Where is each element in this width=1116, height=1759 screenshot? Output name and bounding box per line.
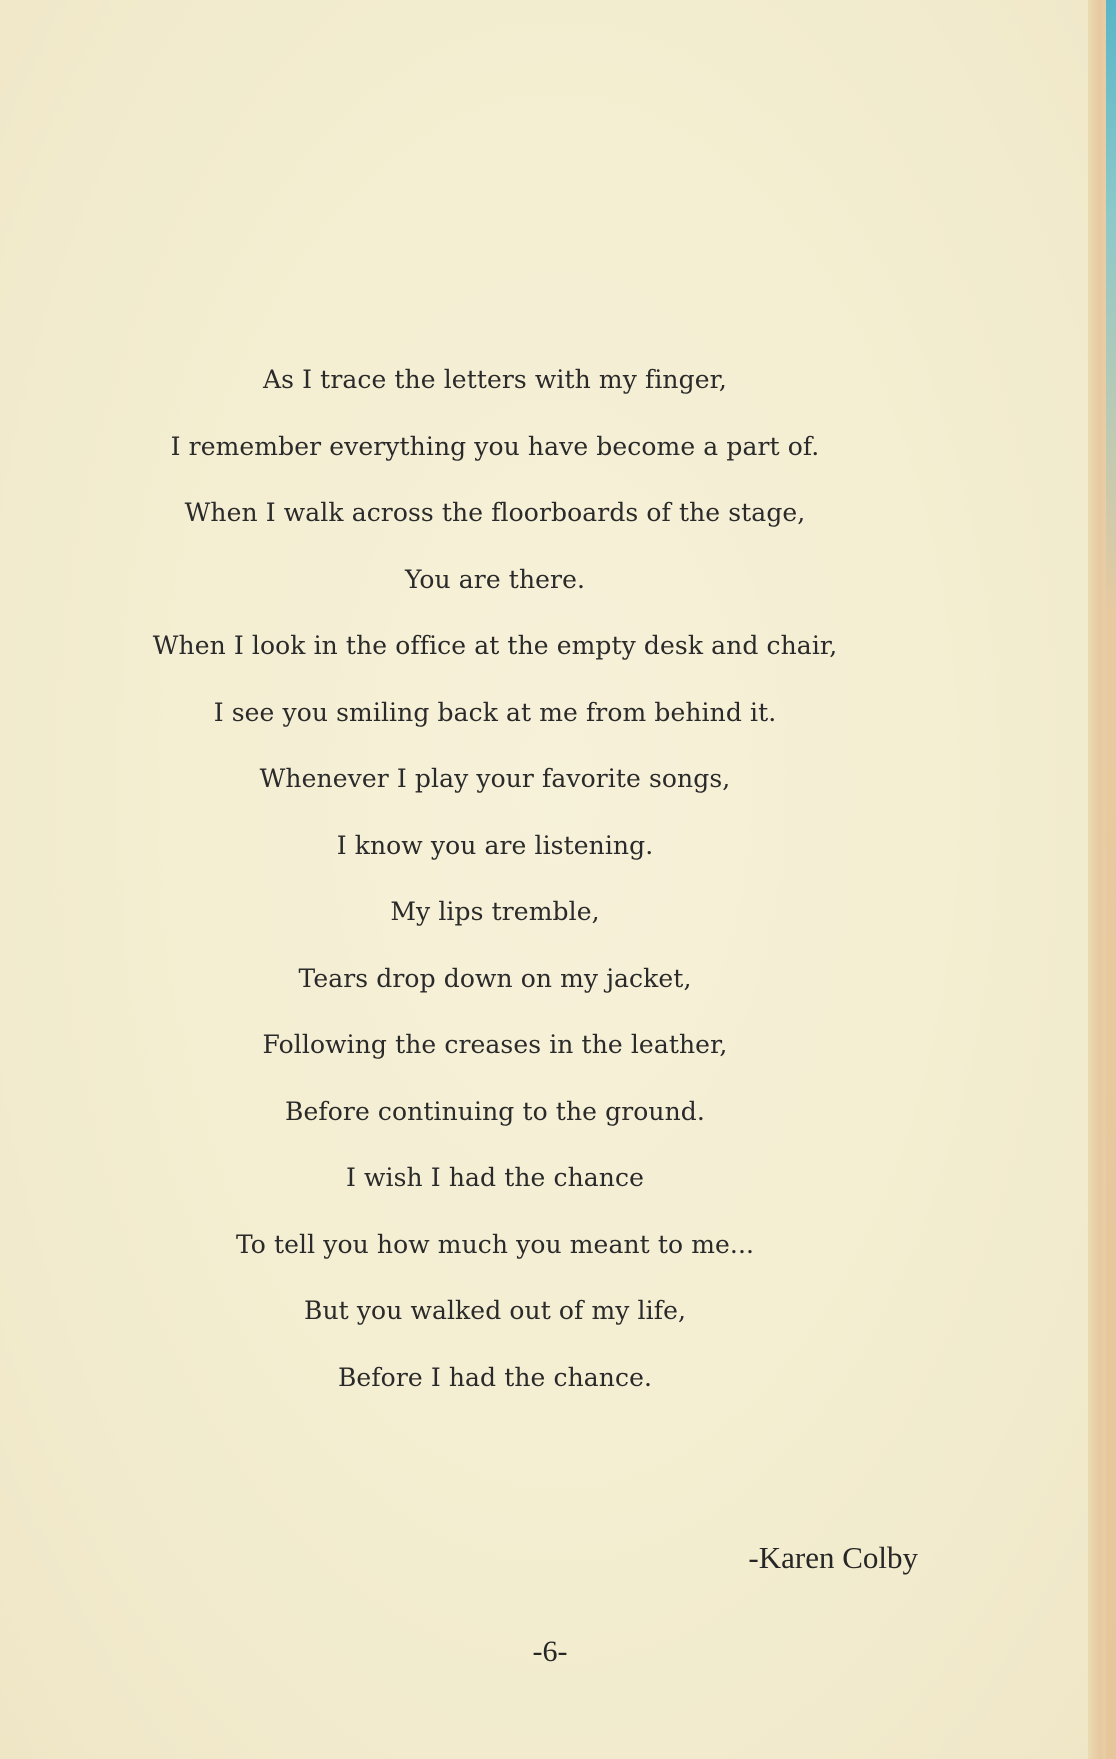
poem-line: To tell you how much you meant to me...: [235, 1229, 755, 1259]
page-number: -6-: [532, 1635, 568, 1668]
poem-line: I see you smiling back at me from behind it.: [213, 697, 777, 727]
poem-line: Tears drop down on my jacket,: [298, 963, 692, 993]
poem-line: You are there.: [404, 564, 586, 594]
poem-line: My lips tremble,: [390, 897, 600, 926]
poem-line: But you walked out of my life,: [303, 1296, 687, 1325]
poem-line: When I look in the office at the empty desk and chair,: [152, 631, 838, 660]
poem-line: Before continuing to the ground.: [285, 1096, 705, 1126]
poem-line: I remember everything you have become a part of.: [170, 431, 820, 461]
poem-line: I know you are listening.: [336, 830, 654, 860]
poem-line: As I trace the letters with my finger,: [263, 365, 727, 394]
poem-line: When I walk across the floorboards of the stage,: [184, 498, 806, 527]
poem-line: Before I had the chance.: [337, 1362, 653, 1392]
author-signature: -Karen Colby: [748, 1540, 918, 1575]
poem-line: Whenever I play your favorite songs,: [259, 764, 731, 793]
page-edge-accent: [1106, 0, 1116, 1759]
poem-line: I wish I had the chance: [346, 1163, 644, 1192]
poem-body: [0, 360, 990, 1424]
poem-line: Following the creases in the leather,: [262, 1030, 728, 1059]
